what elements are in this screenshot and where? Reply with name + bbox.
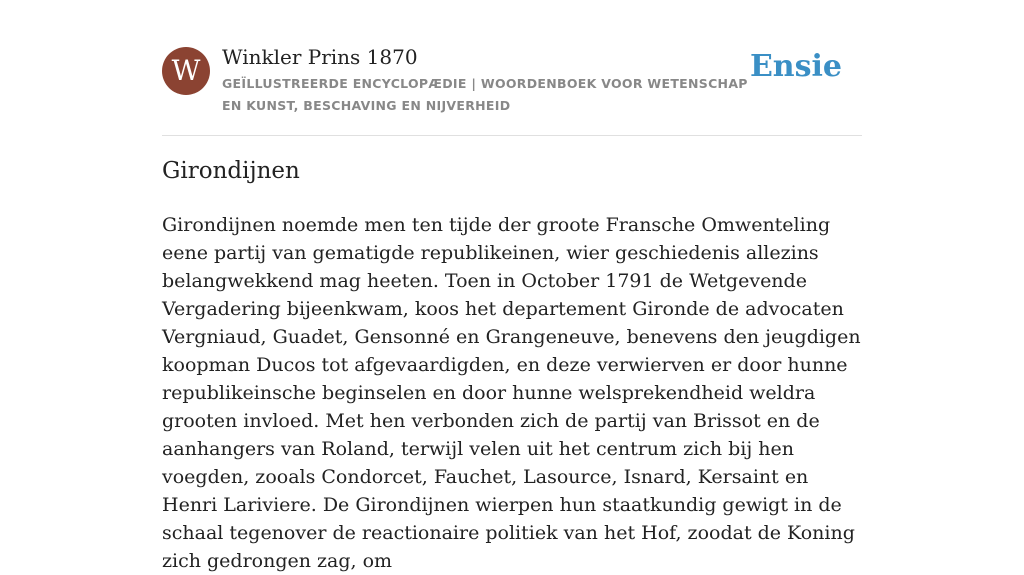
source-title[interactable]: Winkler Prins 1870 [222,45,418,69]
source-header [162,43,862,136]
article-body: Girondijnen noemde men ten tijde der groote Fransche Omwenteling eene partij van gematigde republikeinen, wier geschiedenis allezins belangwekkend mag heeten. Toen in October 1791 de Wetgevende Vergadering bijeenkwam, koos het departement Gironde de advocaten Vergniaud, Guadet, Gensonné en Grangeneuve, benevens den jeugdigen koopman Ducos tot afgevaardigden, en deze verwierven er door hunne republikeinsche beginselen en door hunne welsprekendheid weldra grooten invloed. Met hen verbonden zich de partij van Brissot en de aanhangers van Roland, terwijl velen uit het centrum zich bij hen voegden, zooals Condorcet, Fauchet, Lasource, Isnard, Kersaint en Henri Lariviere. De Girondijnen wierpen hun staatkundig gewigt in de schaal tegenover de reactionaire politiek van het Hof, zoodat de Koning zich gedrongen zag, om [162,214,861,572]
source-subtitle: GEÏLLUSTREERDE ENCYCLOPÆDIE | WOORDENBOEK VOOR WETENSCHAP EN KUNST, BESCHAVING EN NIJVERHEID [222,76,748,113]
source-avatar[interactable]: W [162,47,210,95]
ensie-logo-link[interactable]: Ensie [749,49,842,84]
article-title: Girondijnen [162,158,300,184]
